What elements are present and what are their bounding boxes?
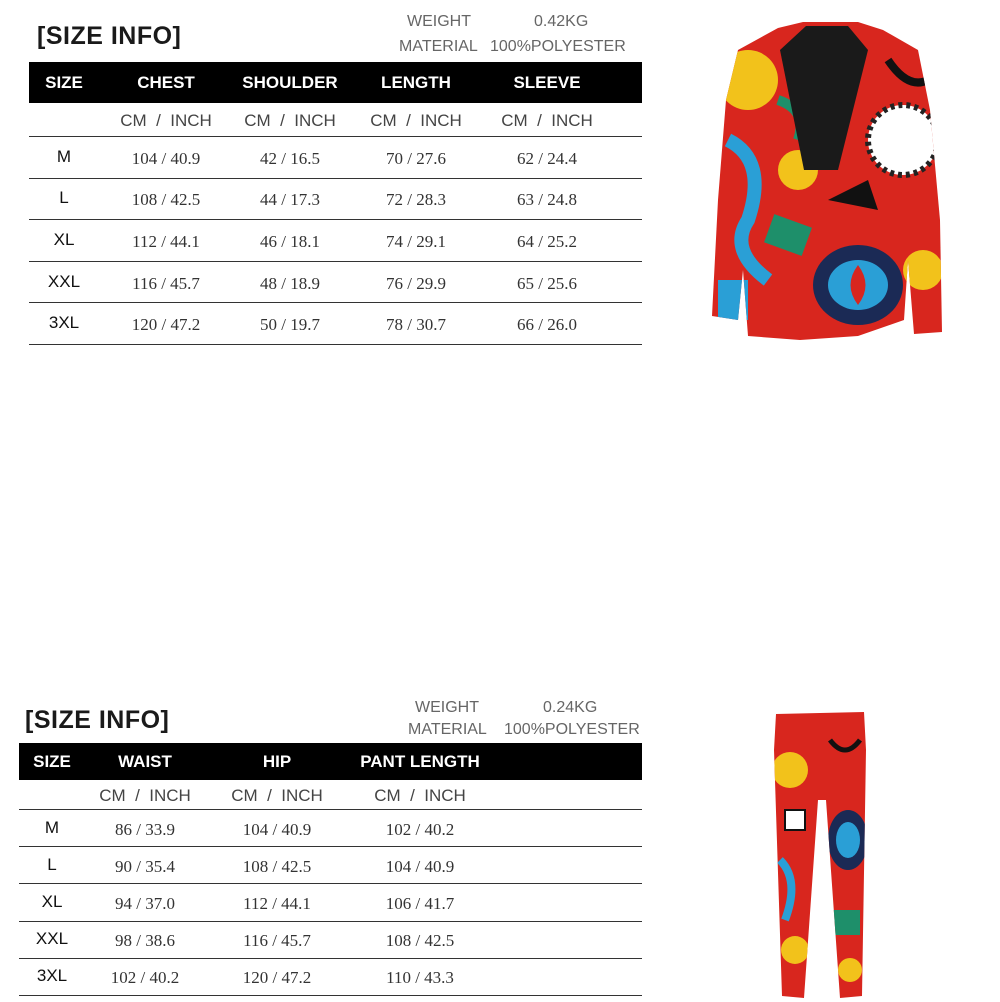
pants-row-value: 104 / 40.9 bbox=[242, 819, 312, 839]
jacket-row-value: 70 / 27.6 bbox=[386, 148, 446, 168]
patterned-blazer-image bbox=[708, 20, 948, 345]
pants-row-value: 102 / 40.2 bbox=[385, 819, 455, 839]
pants-row-value: 110 / 43.3 bbox=[386, 968, 454, 988]
jacket-unit-label: CM / INCH bbox=[501, 111, 593, 130]
jacket-row-value: 50 / 19.7 bbox=[260, 315, 320, 335]
pants-column-header: WAIST bbox=[118, 751, 172, 771]
jacket-material-label: MATERIAL bbox=[399, 38, 478, 55]
jacket-row-value: 120 / 47.2 bbox=[131, 315, 201, 335]
pants-row-value: 108 / 42.5 bbox=[385, 931, 455, 951]
pants-row-value: 102 / 40.2 bbox=[110, 968, 180, 988]
jacket-row-value: 72 / 28.3 bbox=[386, 190, 446, 210]
jacket-row-value: 78 / 30.7 bbox=[386, 315, 446, 335]
pants-row-value: 116 / 45.7 bbox=[243, 931, 311, 951]
pants-row-value: 106 / 41.7 bbox=[385, 894, 455, 913]
pants-row-size: M bbox=[44, 817, 60, 837]
jacket-row-value: 116 / 45.7 bbox=[132, 273, 200, 293]
jacket-unit-label: CM / INCH bbox=[370, 111, 462, 130]
jacket-row-value: 108 / 42.5 bbox=[131, 190, 201, 210]
jacket-row-size: XL bbox=[53, 230, 75, 249]
jacket-column-header: SIZE bbox=[45, 72, 83, 92]
jacket-weight-value: 0.42KG bbox=[534, 13, 589, 30]
jacket-row-size: 3XL bbox=[48, 313, 80, 333]
pants-material-label: MATERIAL bbox=[408, 721, 487, 738]
pants-row-value: 90 / 35.4 bbox=[115, 856, 175, 876]
jacket-column-header: CHEST bbox=[137, 72, 195, 92]
pants-material-value: 100%POLYESTER bbox=[504, 721, 640, 738]
pants-divider bbox=[19, 995, 642, 996]
pants-row-value: 112 / 44.1 bbox=[243, 894, 311, 913]
jacket-row-value: 44 / 17.3 bbox=[260, 190, 320, 210]
pants-divider bbox=[19, 846, 642, 847]
pants-row-size: L bbox=[47, 854, 57, 874]
pants-header-bar bbox=[19, 743, 642, 780]
pants-column-header: PANT LENGTH bbox=[360, 751, 480, 771]
jacket-weight-label: WEIGHT bbox=[407, 13, 471, 30]
pants-row-value: 98 / 38.6 bbox=[115, 931, 175, 951]
pants-weight-label: WEIGHT bbox=[415, 699, 479, 716]
pants-column-header: SIZE bbox=[33, 751, 71, 771]
jacket-row-value: 48 / 18.9 bbox=[260, 273, 320, 293]
jacket-column-header: SLEEVE bbox=[513, 72, 581, 92]
jacket-row-size: L bbox=[59, 188, 69, 208]
pants-row-size: XL bbox=[41, 892, 63, 911]
jacket-material-value: 100%POLYESTER bbox=[490, 38, 626, 55]
pants-unit-label: CM / INCH bbox=[99, 786, 191, 805]
jacket-row-value: 104 / 40.9 bbox=[131, 148, 201, 168]
jacket-row-value: 62 / 24.4 bbox=[517, 148, 577, 168]
jacket-row-value: 112 / 44.1 bbox=[132, 232, 200, 251]
pants-unit-label: CM / INCH bbox=[374, 786, 466, 805]
patterned-trousers-image bbox=[770, 710, 870, 1002]
jacket-row-value: 46 / 18.1 bbox=[260, 232, 320, 251]
pants-size-title: [SIZE INFO] bbox=[25, 706, 170, 734]
jacket-row-value: 66 / 26.0 bbox=[517, 315, 577, 335]
pants-divider bbox=[19, 921, 642, 922]
pants-row-value: 108 / 42.5 bbox=[242, 856, 312, 876]
pants-row-value: 120 / 47.2 bbox=[242, 968, 312, 988]
pants-row-value: 94 / 37.0 bbox=[115, 894, 175, 913]
pants-divider bbox=[19, 958, 642, 959]
pants-unit-label: CM / INCH bbox=[231, 786, 323, 805]
pants-weight-value: 0.24KG bbox=[543, 699, 598, 716]
jacket-row-size: M bbox=[56, 146, 72, 166]
pants-row-value: 104 / 40.9 bbox=[385, 856, 455, 876]
jacket-column-header: LENGTH bbox=[381, 72, 451, 92]
jacket-unit-label: CM / INCH bbox=[120, 111, 212, 130]
jacket-unit-label: CM / INCH bbox=[244, 111, 336, 130]
jacket-row-value: 74 / 29.1 bbox=[386, 232, 446, 251]
pants-divider bbox=[19, 809, 642, 810]
pants-row-size: XXL bbox=[35, 929, 69, 949]
jacket-row-value: 64 / 25.2 bbox=[517, 232, 577, 251]
jacket-row-value: 42 / 16.5 bbox=[260, 148, 320, 168]
jacket-row-value: 63 / 24.8 bbox=[517, 190, 577, 210]
jacket-row-value: 65 / 25.6 bbox=[517, 273, 577, 293]
jacket-row-value: 76 / 29.9 bbox=[386, 273, 446, 293]
pants-divider bbox=[19, 883, 642, 884]
pants-row-value: 86 / 33.9 bbox=[115, 819, 175, 839]
jacket-column-header: SHOULDER bbox=[242, 72, 338, 92]
jacket-row-size: XXL bbox=[47, 271, 81, 291]
jacket-size-title: [SIZE INFO] bbox=[37, 22, 182, 50]
pants-row-size: 3XL bbox=[36, 966, 68, 986]
pants-column-header: HIP bbox=[262, 751, 292, 771]
